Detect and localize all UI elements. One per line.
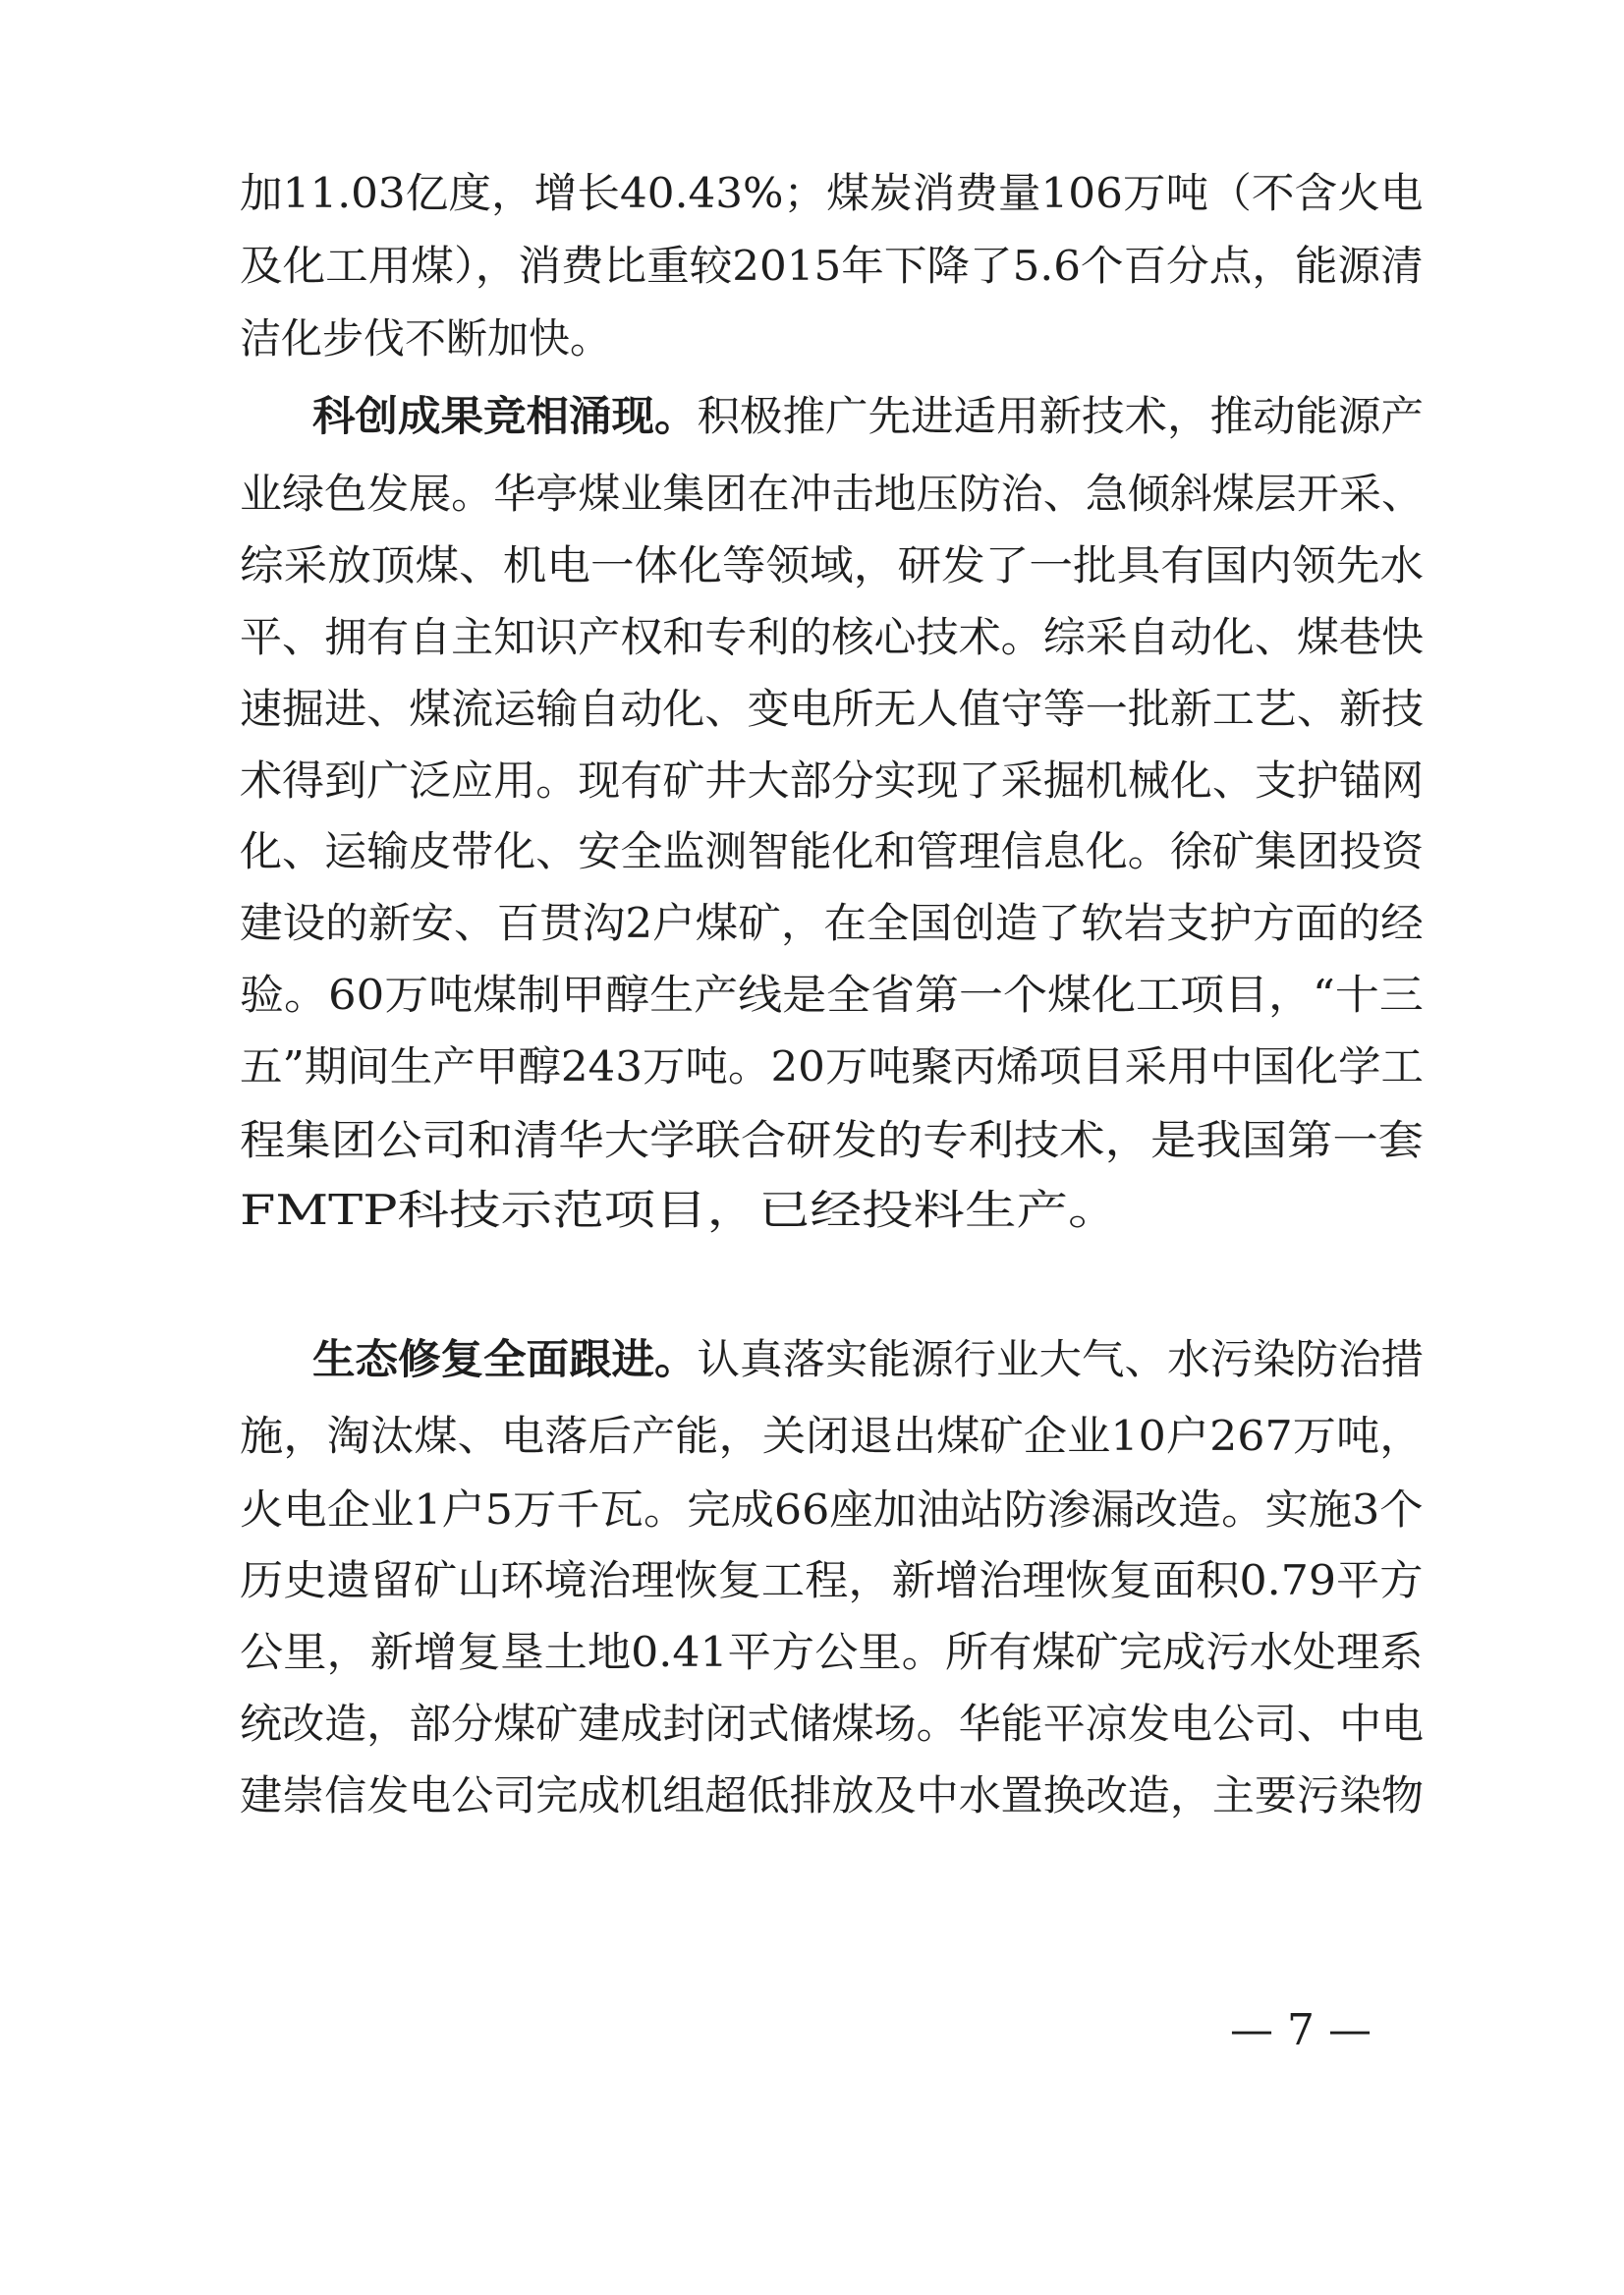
text-line: 火电企业1户5万千瓦。完成66座加油站防渗漏改造。实施3个 <box>240 1485 1424 1534</box>
paragraph-heading: 科创成果竞相涌现。 <box>312 392 698 440</box>
paragraph-heading: 生态修复全面跟进。 <box>312 1335 698 1383</box>
page-number: — 7 — <box>1230 2005 1372 2055</box>
text-span: 认真落实能源行业大气、水污染防治措 <box>697 1335 1425 1383</box>
text-span: 积极推广先进适用新技术，推动能源产 <box>697 392 1425 440</box>
text-line: 验。60万吨煤制甲醇生产线是全省第一个煤化工项目，“十三 <box>240 971 1424 1019</box>
text-line: 洁化步伐不断加快。 <box>240 314 612 363</box>
text-line: 统改造，部分煤矿建成封闭式储煤场。华能平凉发电公司、中电 <box>240 1700 1425 1748</box>
paragraph-first-line <box>312 1333 1424 1386</box>
text-line: 及化工用煤），消费比重较2015年下降了5.6个百分点，能源清 <box>240 242 1424 290</box>
text-line: 平、拥有自主知识产权和专利的核心技术。综采自动化、煤巷快 <box>240 613 1425 661</box>
text-line: 化、运输皮带化、安全监测智能化和管理信息化。徐矿集团投资 <box>240 827 1425 875</box>
text-line: 业绿色发展。华亭煤业集团在冲击地压防治、急倾斜煤层开采、 <box>240 470 1425 518</box>
text-line: 加11.03亿度，增长40.43%；煤炭消费量106万吨（不含火电 <box>240 169 1424 217</box>
text-line: 五”期间生产甲醇243万吨。20万吨聚丙烯项目采用中国化学工 <box>240 1042 1425 1091</box>
text-line: 历史遗留矿山环境治理恢复工程，新增治理恢复面积0.79平方 <box>240 1556 1424 1604</box>
text-line: 施，淘汰煤、电落后产能，关闭退出煤矿企业10户267万吨， <box>240 1412 1424 1460</box>
text-line: 程集团公司和清华大学联合研发的专利技术，是我国第一套 <box>240 1116 1425 1164</box>
text-line: 速掘进、煤流运输自动化、变电所无人值守等一批新工艺、新技 <box>240 685 1425 733</box>
text-line: 公里，新增复垦土地0.41平方公里。所有煤矿完成污水处理系 <box>240 1628 1424 1676</box>
paragraph-first-line <box>312 390 1424 443</box>
text-line: 建设的新安、百贯沟2户煤矿，在全国创造了软岩支护方面的经 <box>240 899 1424 947</box>
text-line: 综采放顶煤、机电一体化等领域，研发了一批具有国内领先水 <box>240 541 1425 589</box>
text-line: 建崇信发电公司完成机组超低排放及中水置换改造，主要污染物 <box>240 1771 1425 1819</box>
text-line: FMTP科技示范项目，已经投料生产。 <box>240 1186 1120 1234</box>
text-line: 术得到广泛应用。现有矿井大部分实现了采掘机械化、支护锚网 <box>240 756 1425 805</box>
